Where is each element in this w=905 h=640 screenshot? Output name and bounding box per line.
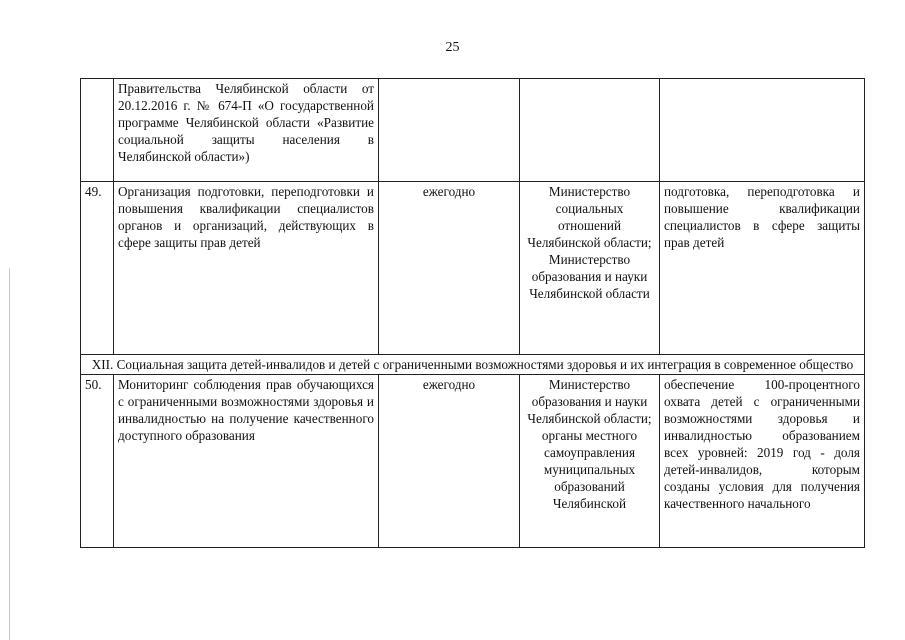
row-number-cell: 49. (81, 182, 114, 355)
table-row (81, 375, 865, 548)
page-number: 25 (445, 40, 460, 55)
action-cell: Организация подготовки, переподготовки и повышения квалификации специалистов органов и организаций, действующих в сфере защиты прав детей (114, 182, 379, 355)
result-cell: подготовка, переподготовка и повышение квалификации специалистов в сфере защиты прав детей (660, 182, 865, 355)
row-number-cell: 50. (81, 375, 114, 548)
action-cell: Правительства Челябинской области от 20.12.2016 г. № 674-П «О государственной программе Челябинской области «Развитие социальной защиты населения в Челябинской области») (114, 79, 379, 182)
scan-margin-line (9, 268, 10, 640)
row-number-cell (81, 79, 114, 182)
result-cell: обеспечение 100-процентного охвата детей с ограниченными возможностями здоровья и инвалидностью образованием всех уровней: 2019 год - доля детей-инвалидов, которым созданы условия для получения качественного начального (660, 375, 865, 548)
period-cell: ежегодно (379, 375, 520, 548)
period-cell (379, 79, 520, 182)
section-heading-row (81, 355, 865, 375)
period-cell: ежегодно (379, 182, 520, 355)
result-cell (660, 79, 865, 182)
plan-table (80, 78, 865, 548)
executor-cell: Министерство образования и науки Челябинской области; органы местного самоуправления муниципальных образований Челябинской (520, 375, 660, 548)
table-row (81, 182, 865, 355)
executor-cell: Министерство социальных отношений Челябинской области; Министерство образования и науки Челябинской области (520, 182, 660, 355)
action-cell: Мониторинг соблюдения прав обучающихся с ограниченными возможностями здоровья и инвалидностью на получение качественного доступного образования (114, 375, 379, 548)
executor-cell (520, 79, 660, 182)
section-heading: XII. Социальная защита детей-инвалидов и детей с ограниченными возможностями здоровья и их интеграция в современное общество (81, 355, 865, 375)
table-row (81, 79, 865, 182)
